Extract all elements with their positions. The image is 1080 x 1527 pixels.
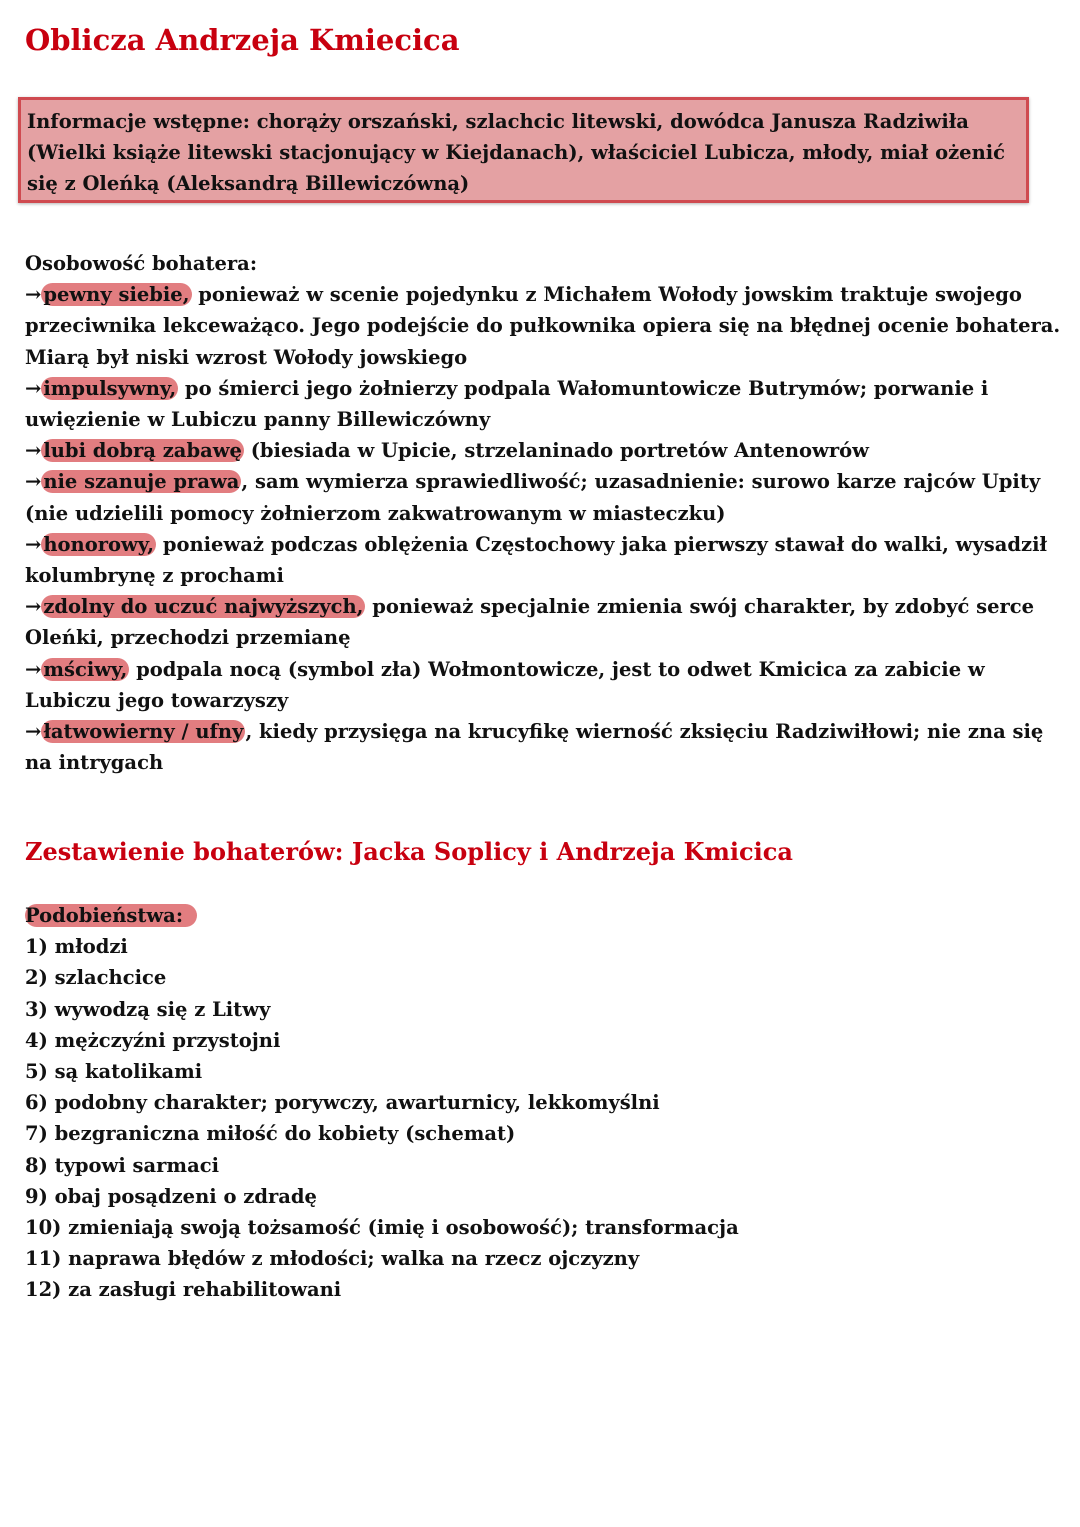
arrow-icon: →	[25, 376, 42, 400]
trait-highlight: mściwy,	[43, 657, 128, 681]
trait-highlight: nie szanuje prawa	[43, 470, 240, 494]
trait-item	[25, 591, 1065, 653]
similarity-item: 1) młodzi	[25, 935, 128, 959]
similarity-item: 11) naprawa błędów z młodości; walka na rzecz ojczyzny	[25, 1247, 640, 1271]
arrow-icon: →	[25, 657, 42, 681]
trait-highlight: zdolny do uczuć najwyższych,	[43, 595, 364, 619]
trait-description: , sam wymierza sprawiedliwość; uzasadnienie: surowo karze rajców Upity (nie udzielili pomocy żołnierzom zakwatrowanym w miasteczku)	[25, 470, 1041, 525]
personality-section	[25, 248, 1065, 778]
similarity-item: 2) szlachcice	[25, 966, 167, 990]
trait-item	[25, 654, 1065, 716]
arrow-icon: →	[25, 439, 42, 463]
similarity-item: 9) obaj posądzeni o zdradę	[25, 1184, 317, 1208]
trait-description: ponieważ w scenie pojedynku z Michałem Wołody jowskim traktuje swojego przeciwnika lekceważąco. Jego podejście do pułkownika opiera się na błędnej ocenie bohatera. Miarą był niski wzrost Wołody jowskiego	[25, 283, 1061, 369]
intro-box	[18, 97, 1029, 203]
similarity-item: 8) typowi sarmaci	[25, 1153, 219, 1177]
trait-item	[25, 279, 1065, 373]
similarities-section	[25, 900, 1065, 1306]
intro-text: Informacje wstępne: chorąży orszański, szlachcic litewski, dowódca Janusza Radziwiła (Wielki książe litewski stacjonujący w Kiejdanach), właściciel Lubicza, młody, miał ożenić się z Oleńką (Aleksandrą Billewiczówną)	[27, 110, 1006, 196]
similarity-item: 4) mężczyźni przystojni	[25, 1028, 281, 1052]
arrow-icon: →	[25, 532, 42, 556]
trait-description: , kiedy przysięga na krucyfikę wierność zksięciu Radziwiłłowi; nie zna się na intrygach	[25, 720, 1044, 775]
trait-highlight: lubi dobrą zabawę	[43, 439, 242, 463]
arrow-icon: →	[25, 470, 42, 494]
arrow-icon: →	[25, 595, 42, 619]
similarity-item: 10) zmieniają swoją tożsamość (imię i osobowość); transformacja	[25, 1216, 739, 1240]
arrow-icon: →	[25, 720, 42, 744]
arrow-icon: →	[25, 283, 42, 307]
trait-list	[25, 279, 1065, 778]
trait-description: (biesiada w Upicie, strzelaninado portretów Antenowrów	[243, 439, 869, 463]
similarity-item: 12) za zasługi rehabilitowani	[25, 1278, 342, 1302]
trait-item	[25, 435, 1065, 466]
similarity-item: 6) podobny charakter; porywczy, awarturnicy, lekkomyślni	[25, 1091, 660, 1115]
page-title: Oblicza Andrzeja Kmiecica	[25, 23, 460, 57]
similarity-item: 3) wywodzą się z Litwy	[25, 997, 271, 1021]
trait-description: po śmierci jego żołnierzy podpala Wałomuntowicze Butrymów; porwanie i uwięzienie w Lubiczu panny Billewiczówny	[25, 376, 989, 432]
personality-heading: Osobowość bohatera:	[25, 252, 258, 275]
trait-description: ponieważ podczas oblężenia Częstochowy jaka pierwszy stawał do walki, wysadził kolumbrynę z prochami	[25, 532, 1048, 588]
trait-item	[25, 373, 1065, 435]
trait-item	[25, 529, 1065, 591]
similarities-heading: Podobieństwa:	[25, 904, 197, 927]
similarities-list	[25, 931, 1065, 1305]
trait-highlight: łatwowierny / ufny	[43, 720, 244, 744]
trait-description: podpala nocą (symbol zła) Wołmontowicze, jest to odwet Kmicica za zabicie w Lubiczu jego towarzyszy	[25, 657, 985, 712]
similarity-item: 5) są katolikami	[25, 1060, 203, 1084]
trait-highlight: pewny siebie,	[43, 283, 190, 307]
trait-highlight: honorowy,	[43, 532, 155, 556]
comparison-heading: Zestawienie bohaterów: Jacka Soplicy i Andrzeja Kmicica	[25, 837, 793, 866]
trait-description: ponieważ specjalnie zmienia swój charakter, by zdobyć serce Oleńki, przechodzi przemianę	[25, 595, 1035, 650]
trait-item	[25, 466, 1065, 528]
trait-highlight: impulsywny,	[43, 376, 177, 400]
trait-item	[25, 716, 1065, 778]
similarity-item: 7) bezgraniczna miłość do kobiety (schemat)	[25, 1122, 516, 1146]
